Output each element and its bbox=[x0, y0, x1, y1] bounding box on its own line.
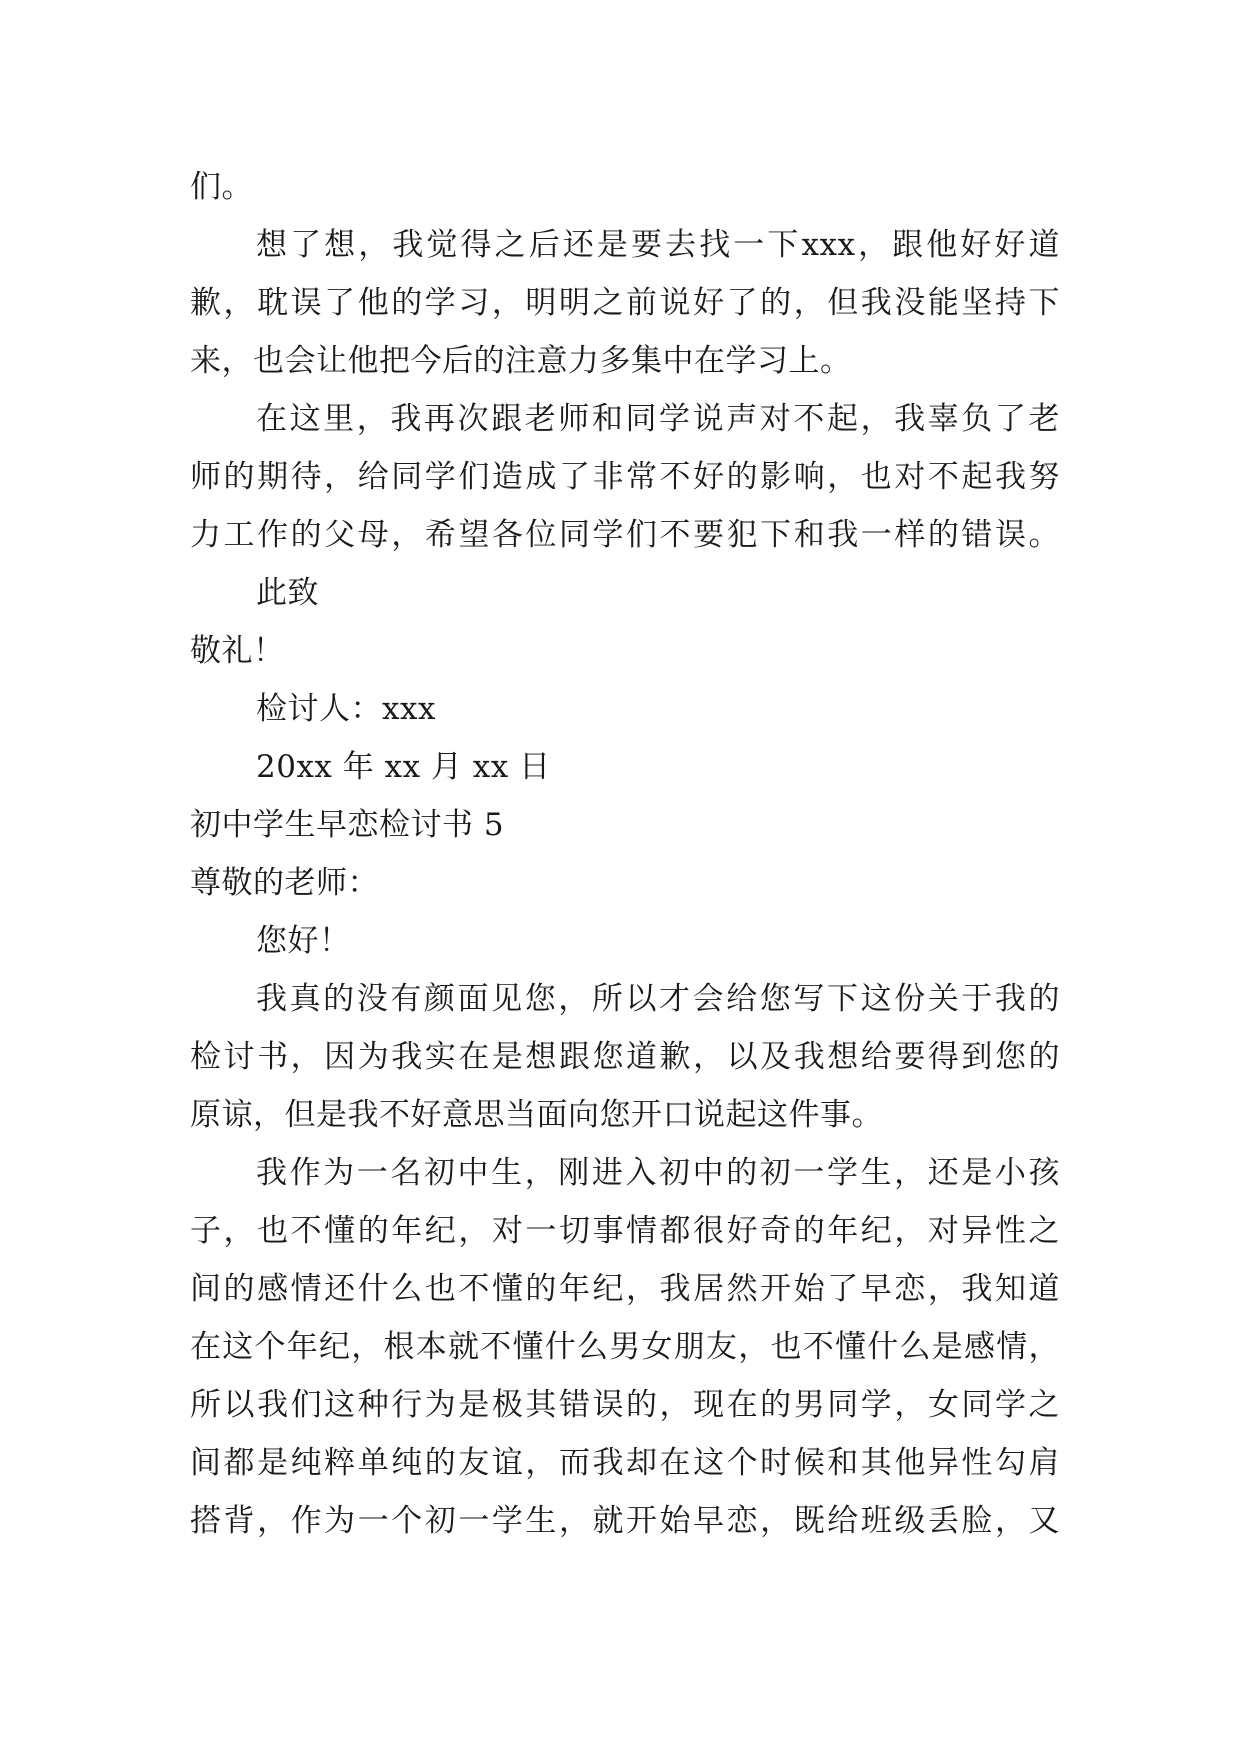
text-line: 子，也不懂的年纪，对一切事情都很好奇的年纪，对异性之 bbox=[190, 1213, 1060, 1249]
text-line: 原谅，但是我不好意思当面向您开口说起这件事。 bbox=[190, 1097, 883, 1133]
text-line: 想了想，我觉得之后还是要去找一下xxx，跟他好好道 bbox=[256, 227, 1060, 263]
text-line: 搭背，作为一个初一学生，就开始早恋，既给班级丢脸，又 bbox=[190, 1503, 1060, 1539]
closing-phrase: 此致 bbox=[256, 575, 319, 611]
text-line: 来，也会让他把今后的注意力多集中在学习上。 bbox=[190, 343, 852, 379]
salutation-closing: 敬礼！ bbox=[190, 633, 285, 669]
greeting: 尊敬的老师： bbox=[190, 865, 379, 901]
date-line: 20xx 年 xx 月 xx 日 bbox=[256, 749, 551, 785]
text-line: 我真的没有颜面见您，所以才会给您写下这份关于我的 bbox=[256, 981, 1060, 1017]
text-line: 在这个年纪，根本就不懂什么男女朋友，也不懂什么是感情， bbox=[190, 1329, 1060, 1365]
section-title: 初中学生早恋检讨书 5 bbox=[190, 807, 505, 843]
text-line: 歉，耽误了他的学习，明明之前说好了的，但我没能坚持下 bbox=[190, 285, 1060, 321]
text-line: 所以我们这种行为是极其错误的，现在的男同学，女同学之 bbox=[190, 1387, 1060, 1423]
text-line: 间都是纯粹单纯的友谊，而我却在这个时候和其他异性勾肩 bbox=[190, 1445, 1060, 1481]
text-line: 我作为一名初中生，刚进入初中的初一学生，还是小孩 bbox=[256, 1155, 1060, 1191]
text-line: 们。 bbox=[190, 169, 253, 205]
text-line: 师的期待，给同学们造成了非常不好的影响，也对不起我努 bbox=[190, 459, 1060, 495]
document-body bbox=[190, 158, 1060, 1550]
text-line: 力工作的父母，希望各位同学们不要犯下和我一样的错误。 bbox=[190, 517, 1060, 553]
greeting-hello: 您好！ bbox=[256, 923, 351, 959]
text-line: 间的感情还什么也不懂的年纪，我居然开始了早恋，我知道 bbox=[190, 1271, 1060, 1307]
signature-line: 检讨人：xxx bbox=[256, 691, 436, 727]
text-line: 在这里，我再次跟老师和同学说声对不起，我辜负了老 bbox=[256, 401, 1060, 437]
text-line: 检讨书，因为我实在是想跟您道歉，以及我想给要得到您的 bbox=[190, 1039, 1060, 1075]
